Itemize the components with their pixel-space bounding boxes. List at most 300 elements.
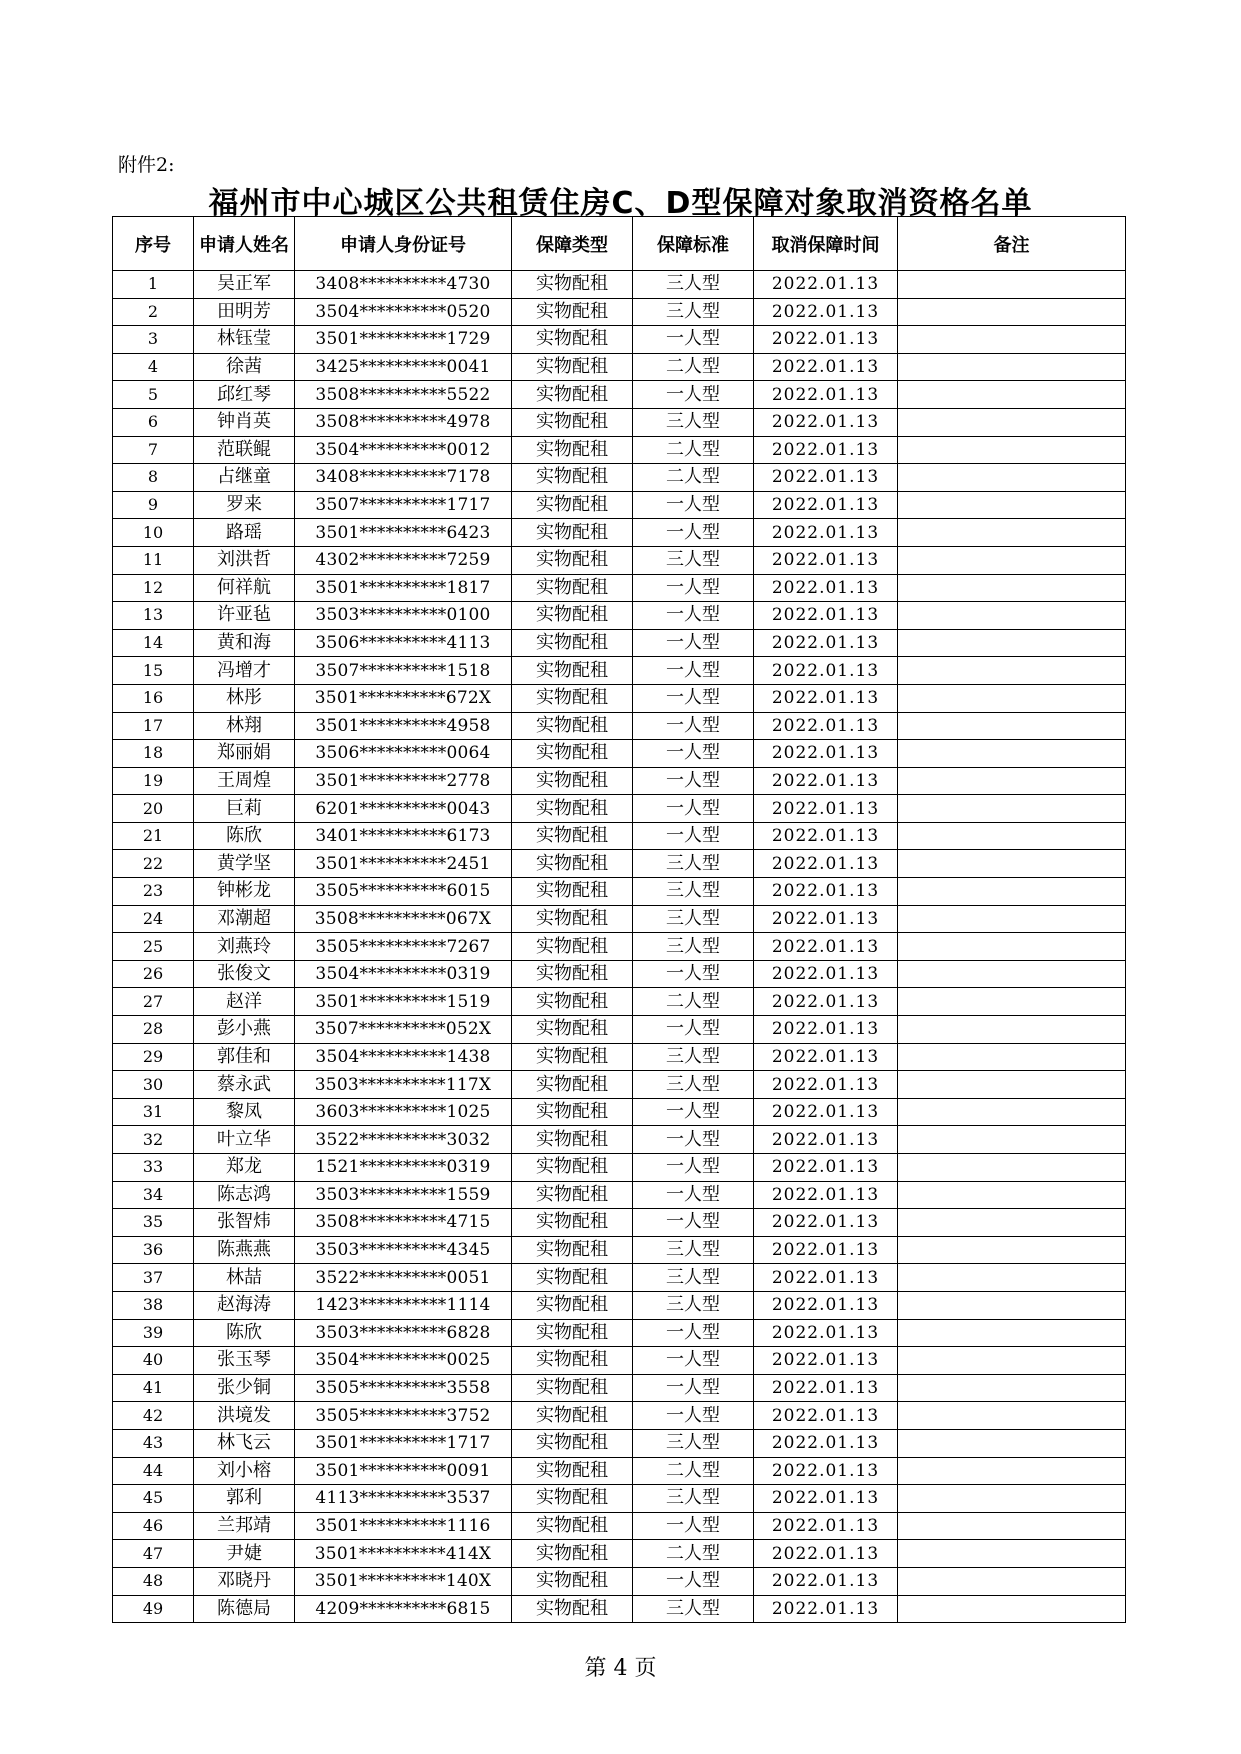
guarantee-type-cell: 实物配租 (512, 436, 633, 464)
remarks-cell (898, 712, 1126, 740)
guarantee-type-cell: 实物配租 (512, 822, 633, 850)
table-row (113, 1291, 1126, 1319)
header-guarantee-standard: 保障标准 (633, 217, 754, 271)
applicant-name-cell: 黄学坚 (194, 850, 295, 878)
guarantee-standard-cell: 一人型 (633, 1402, 754, 1430)
id-number-cell: 6201**********0043 (295, 795, 512, 823)
applicant-name-cell: 赵海涛 (194, 1291, 295, 1319)
cancel-date-cell: 2022.01.13 (754, 1043, 898, 1071)
guarantee-standard-cell: 二人型 (633, 1540, 754, 1568)
row-index-cell: 18 (113, 740, 194, 768)
remarks-cell (898, 1236, 1126, 1264)
applicant-name-cell: 林钰莹 (194, 326, 295, 354)
remarks-cell (898, 1402, 1126, 1430)
table-row (113, 960, 1126, 988)
guarantee-type-cell: 实物配租 (512, 933, 633, 961)
id-number-cell: 3501**********140X (295, 1567, 512, 1595)
applicant-name-cell: 林喆 (194, 1264, 295, 1292)
cancel-date-cell: 2022.01.13 (754, 1485, 898, 1513)
table-row (113, 574, 1126, 602)
row-index-cell: 43 (113, 1429, 194, 1457)
applicant-name-cell: 林彤 (194, 684, 295, 712)
id-number-cell: 3507**********1518 (295, 657, 512, 685)
guarantee-standard-cell: 一人型 (633, 1319, 754, 1347)
row-index-cell: 5 (113, 381, 194, 409)
table-row (113, 1457, 1126, 1485)
table-row (113, 1540, 1126, 1568)
cancel-date-cell: 2022.01.13 (754, 326, 898, 354)
guarantee-standard-cell: 一人型 (633, 1512, 754, 1540)
guarantee-standard-cell: 一人型 (633, 1126, 754, 1154)
remarks-cell (898, 602, 1126, 630)
table-row (113, 1043, 1126, 1071)
table-row (113, 1264, 1126, 1292)
applicant-name-cell: 陈德局 (194, 1595, 295, 1623)
guarantee-standard-cell: 一人型 (633, 1098, 754, 1126)
table-row (113, 1567, 1126, 1595)
applicant-name-cell: 叶立华 (194, 1126, 295, 1154)
cancel-date-cell: 2022.01.13 (754, 436, 898, 464)
cancel-date-cell: 2022.01.13 (754, 464, 898, 492)
row-index-cell: 48 (113, 1567, 194, 1595)
cancel-date-cell: 2022.01.13 (754, 1181, 898, 1209)
guarantee-standard-cell: 三人型 (633, 271, 754, 299)
id-number-cell: 3501**********1519 (295, 988, 512, 1016)
table-row (113, 684, 1126, 712)
remarks-cell (898, 1181, 1126, 1209)
table-row (113, 464, 1126, 492)
table-row (113, 1402, 1126, 1430)
applicant-name-cell: 黄和海 (194, 629, 295, 657)
guarantee-type-cell: 实物配租 (512, 602, 633, 630)
guarantee-type-cell: 实物配租 (512, 988, 633, 1016)
row-index-cell: 28 (113, 1016, 194, 1044)
applicant-name-cell: 郭佳和 (194, 1043, 295, 1071)
row-index-cell: 35 (113, 1209, 194, 1237)
row-index-cell: 21 (113, 822, 194, 850)
applicant-name-cell: 林翔 (194, 712, 295, 740)
guarantee-type-cell: 实物配租 (512, 657, 633, 685)
disqualification-table (112, 216, 1126, 1623)
guarantee-standard-cell: 三人型 (633, 546, 754, 574)
row-index-cell: 16 (113, 684, 194, 712)
remarks-cell (898, 271, 1126, 299)
table-row (113, 602, 1126, 630)
guarantee-type-cell: 实物配租 (512, 381, 633, 409)
guarantee-type-cell: 实物配租 (512, 795, 633, 823)
guarantee-type-cell: 实物配租 (512, 546, 633, 574)
table-row (113, 629, 1126, 657)
guarantee-type-cell: 实物配租 (512, 519, 633, 547)
cancel-date-cell: 2022.01.13 (754, 1595, 898, 1623)
id-number-cell: 3501**********672X (295, 684, 512, 712)
guarantee-type-cell: 实物配租 (512, 1043, 633, 1071)
guarantee-type-cell: 实物配租 (512, 1236, 633, 1264)
id-number-cell: 1521**********0319 (295, 1154, 512, 1182)
applicant-name-cell: 陈志鸿 (194, 1181, 295, 1209)
guarantee-type-cell: 实物配租 (512, 491, 633, 519)
table-row (113, 767, 1126, 795)
cancel-date-cell: 2022.01.13 (754, 988, 898, 1016)
id-number-cell: 4209**********6815 (295, 1595, 512, 1623)
cancel-date-cell: 2022.01.13 (754, 878, 898, 906)
row-index-cell: 49 (113, 1595, 194, 1623)
row-index-cell: 36 (113, 1236, 194, 1264)
guarantee-type-cell: 实物配租 (512, 271, 633, 299)
cancel-date-cell: 2022.01.13 (754, 353, 898, 381)
guarantee-type-cell: 实物配租 (512, 1126, 633, 1154)
id-number-cell: 3503**********117X (295, 1071, 512, 1099)
cancel-date-cell: 2022.01.13 (754, 1457, 898, 1485)
guarantee-type-cell: 实物配租 (512, 1374, 633, 1402)
header-name: 申请人姓名 (194, 217, 295, 271)
guarantee-type-cell: 实物配租 (512, 1595, 633, 1623)
cancel-date-cell: 2022.01.13 (754, 1402, 898, 1430)
remarks-cell (898, 1595, 1126, 1623)
row-index-cell: 9 (113, 491, 194, 519)
table-row (113, 1071, 1126, 1099)
id-number-cell: 3504**********0012 (295, 436, 512, 464)
id-number-cell: 3503**********4345 (295, 1236, 512, 1264)
id-number-cell: 3505**********7267 (295, 933, 512, 961)
guarantee-standard-cell: 一人型 (633, 602, 754, 630)
table-row (113, 1181, 1126, 1209)
cancel-date-cell: 2022.01.13 (754, 381, 898, 409)
table-row (113, 657, 1126, 685)
row-index-cell: 25 (113, 933, 194, 961)
cancel-date-cell: 2022.01.13 (754, 712, 898, 740)
table-row (113, 795, 1126, 823)
table-row (113, 878, 1126, 906)
applicant-name-cell: 钟彬龙 (194, 878, 295, 906)
applicant-name-cell: 吴正军 (194, 271, 295, 299)
cancel-date-cell: 2022.01.13 (754, 629, 898, 657)
table-row (113, 1512, 1126, 1540)
row-index-cell: 44 (113, 1457, 194, 1485)
guarantee-type-cell: 实物配租 (512, 960, 633, 988)
guarantee-standard-cell: 三人型 (633, 1071, 754, 1099)
table-row (113, 1347, 1126, 1375)
cancel-date-cell: 2022.01.13 (754, 1429, 898, 1457)
row-index-cell: 11 (113, 546, 194, 574)
remarks-cell (898, 1264, 1126, 1292)
guarantee-type-cell: 实物配租 (512, 1512, 633, 1540)
guarantee-type-cell: 实物配租 (512, 1016, 633, 1044)
guarantee-standard-cell: 二人型 (633, 988, 754, 1016)
applicant-name-cell: 徐茜 (194, 353, 295, 381)
guarantee-standard-cell: 一人型 (633, 795, 754, 823)
id-number-cell: 3501**********1717 (295, 1429, 512, 1457)
header-remarks: 备注 (898, 217, 1126, 271)
guarantee-type-cell: 实物配租 (512, 574, 633, 602)
guarantee-type-cell: 实物配租 (512, 1209, 633, 1237)
row-index-cell: 6 (113, 408, 194, 436)
table-row (113, 1374, 1126, 1402)
id-number-cell: 3501**********2778 (295, 767, 512, 795)
row-index-cell: 19 (113, 767, 194, 795)
remarks-cell (898, 546, 1126, 574)
id-number-cell: 3506**********4113 (295, 629, 512, 657)
table-row (113, 1595, 1126, 1623)
remarks-cell (898, 1347, 1126, 1375)
applicant-name-cell: 郑丽娟 (194, 740, 295, 768)
cancel-date-cell: 2022.01.13 (754, 1236, 898, 1264)
remarks-cell (898, 326, 1126, 354)
header-cancel-date: 取消保障时间 (754, 217, 898, 271)
applicant-name-cell: 刘洪哲 (194, 546, 295, 574)
remarks-cell (898, 1291, 1126, 1319)
guarantee-standard-cell: 一人型 (633, 629, 754, 657)
table-body (113, 271, 1126, 1623)
guarantee-type-cell: 实物配租 (512, 1181, 633, 1209)
remarks-cell (898, 408, 1126, 436)
guarantee-standard-cell: 三人型 (633, 878, 754, 906)
row-index-cell: 15 (113, 657, 194, 685)
cancel-date-cell: 2022.01.13 (754, 602, 898, 630)
cancel-date-cell: 2022.01.13 (754, 1264, 898, 1292)
row-index-cell: 22 (113, 850, 194, 878)
guarantee-type-cell: 实物配租 (512, 878, 633, 906)
applicant-name-cell: 邓晓丹 (194, 1567, 295, 1595)
guarantee-standard-cell: 三人型 (633, 1264, 754, 1292)
cancel-date-cell: 2022.01.13 (754, 1540, 898, 1568)
row-index-cell: 42 (113, 1402, 194, 1430)
id-number-cell: 3508**********5522 (295, 381, 512, 409)
cancel-date-cell: 2022.01.13 (754, 933, 898, 961)
cancel-date-cell: 2022.01.13 (754, 1567, 898, 1595)
applicant-name-cell: 冯增才 (194, 657, 295, 685)
applicant-name-cell: 罗来 (194, 491, 295, 519)
table-row (113, 933, 1126, 961)
header-id-number: 申请人身份证号 (295, 217, 512, 271)
row-index-cell: 24 (113, 905, 194, 933)
guarantee-type-cell: 实物配租 (512, 905, 633, 933)
cancel-date-cell: 2022.01.13 (754, 684, 898, 712)
id-number-cell: 3603**********1025 (295, 1098, 512, 1126)
id-number-cell: 3504**********0520 (295, 298, 512, 326)
remarks-cell (898, 1374, 1126, 1402)
applicant-name-cell: 邱红琴 (194, 381, 295, 409)
table-row (113, 1429, 1126, 1457)
row-index-cell: 32 (113, 1126, 194, 1154)
table-row (113, 353, 1126, 381)
page-number: 第 4 页 (584, 1656, 657, 1681)
id-number-cell: 3425**********0041 (295, 353, 512, 381)
id-number-cell: 3501**********414X (295, 1540, 512, 1568)
remarks-cell (898, 1319, 1126, 1347)
id-number-cell: 3501**********1116 (295, 1512, 512, 1540)
id-number-cell: 3501**********0091 (295, 1457, 512, 1485)
guarantee-type-cell: 实物配租 (512, 767, 633, 795)
row-index-cell: 12 (113, 574, 194, 602)
guarantee-standard-cell: 三人型 (633, 905, 754, 933)
row-index-cell: 41 (113, 1374, 194, 1402)
cancel-date-cell: 2022.01.13 (754, 408, 898, 436)
applicant-name-cell: 洪境发 (194, 1402, 295, 1430)
cancel-date-cell: 2022.01.13 (754, 767, 898, 795)
row-index-cell: 26 (113, 960, 194, 988)
guarantee-type-cell: 实物配租 (512, 740, 633, 768)
cancel-date-cell: 2022.01.13 (754, 1209, 898, 1237)
id-number-cell: 3504**********0319 (295, 960, 512, 988)
guarantee-standard-cell: 三人型 (633, 1236, 754, 1264)
id-number-cell: 3408**********4730 (295, 271, 512, 299)
cancel-date-cell: 2022.01.13 (754, 822, 898, 850)
remarks-cell (898, 1512, 1126, 1540)
table-row (113, 822, 1126, 850)
row-index-cell: 38 (113, 1291, 194, 1319)
row-index-cell: 13 (113, 602, 194, 630)
table-row (113, 1236, 1126, 1264)
table-row (113, 740, 1126, 768)
remarks-cell (898, 298, 1126, 326)
id-number-cell: 4302**********7259 (295, 546, 512, 574)
guarantee-standard-cell: 一人型 (633, 1374, 754, 1402)
applicant-name-cell: 路瑶 (194, 519, 295, 547)
remarks-cell (898, 491, 1126, 519)
remarks-cell (898, 519, 1126, 547)
header-guarantee-type: 保障类型 (512, 217, 633, 271)
table-row (113, 1319, 1126, 1347)
guarantee-standard-cell: 三人型 (633, 1485, 754, 1513)
cancel-date-cell: 2022.01.13 (754, 298, 898, 326)
cancel-date-cell: 2022.01.13 (754, 960, 898, 988)
row-index-cell: 37 (113, 1264, 194, 1292)
cancel-date-cell: 2022.01.13 (754, 546, 898, 574)
applicant-name-cell: 田明芳 (194, 298, 295, 326)
row-index-cell: 20 (113, 795, 194, 823)
guarantee-type-cell: 实物配租 (512, 1429, 633, 1457)
row-index-cell: 14 (113, 629, 194, 657)
guarantee-type-cell: 实物配租 (512, 464, 633, 492)
cancel-date-cell: 2022.01.13 (754, 1071, 898, 1099)
row-index-cell: 30 (113, 1071, 194, 1099)
guarantee-standard-cell: 一人型 (633, 822, 754, 850)
guarantee-standard-cell: 一人型 (633, 1567, 754, 1595)
row-index-cell: 40 (113, 1347, 194, 1375)
remarks-cell (898, 1457, 1126, 1485)
row-index-cell: 3 (113, 326, 194, 354)
cancel-date-cell: 2022.01.13 (754, 1374, 898, 1402)
guarantee-type-cell: 实物配租 (512, 1154, 633, 1182)
guarantee-standard-cell: 二人型 (633, 436, 754, 464)
document-title: 福州市中心城区公共租赁住房C、D型保障对象取消资格名单 (208, 186, 1033, 221)
cancel-date-cell: 2022.01.13 (754, 740, 898, 768)
id-number-cell: 3501**********1729 (295, 326, 512, 354)
row-index-cell: 29 (113, 1043, 194, 1071)
applicant-name-cell: 张少铜 (194, 1374, 295, 1402)
applicant-name-cell: 陈燕燕 (194, 1236, 295, 1264)
attachment-label: 附件2: (118, 154, 175, 176)
id-number-cell: 3501**********2451 (295, 850, 512, 878)
remarks-cell (898, 905, 1126, 933)
id-number-cell: 3504**********0025 (295, 1347, 512, 1375)
table-row (113, 491, 1126, 519)
cancel-date-cell: 2022.01.13 (754, 1291, 898, 1319)
remarks-cell (898, 933, 1126, 961)
remarks-cell (898, 629, 1126, 657)
table-row (113, 298, 1126, 326)
guarantee-standard-cell: 一人型 (633, 1016, 754, 1044)
remarks-cell (898, 1043, 1126, 1071)
applicant-name-cell: 林飞云 (194, 1429, 295, 1457)
guarantee-type-cell: 实物配租 (512, 298, 633, 326)
cancel-date-cell: 2022.01.13 (754, 795, 898, 823)
remarks-cell (898, 822, 1126, 850)
table-row (113, 1098, 1126, 1126)
table-row (113, 519, 1126, 547)
guarantee-type-cell: 实物配租 (512, 1457, 633, 1485)
id-number-cell: 3506**********0064 (295, 740, 512, 768)
row-index-cell: 10 (113, 519, 194, 547)
remarks-cell (898, 1098, 1126, 1126)
applicant-name-cell: 张智炜 (194, 1209, 295, 1237)
cancel-date-cell: 2022.01.13 (754, 905, 898, 933)
guarantee-standard-cell: 二人型 (633, 353, 754, 381)
row-index-cell: 33 (113, 1154, 194, 1182)
guarantee-standard-cell: 一人型 (633, 381, 754, 409)
applicant-name-cell: 刘燕玲 (194, 933, 295, 961)
cancel-date-cell: 2022.01.13 (754, 1512, 898, 1540)
guarantee-type-cell: 实物配租 (512, 712, 633, 740)
applicant-name-cell: 张俊文 (194, 960, 295, 988)
applicant-name-cell: 蔡永武 (194, 1071, 295, 1099)
remarks-cell (898, 464, 1126, 492)
guarantee-type-cell: 实物配租 (512, 1567, 633, 1595)
cancel-date-cell: 2022.01.13 (754, 271, 898, 299)
guarantee-standard-cell: 三人型 (633, 933, 754, 961)
guarantee-type-cell: 实物配租 (512, 353, 633, 381)
table-row (113, 1154, 1126, 1182)
row-index-cell: 4 (113, 353, 194, 381)
applicant-name-cell: 张玉琴 (194, 1347, 295, 1375)
row-index-cell: 31 (113, 1098, 194, 1126)
table-row (113, 436, 1126, 464)
id-number-cell: 4113**********3537 (295, 1485, 512, 1513)
applicant-name-cell: 刘小榕 (194, 1457, 295, 1485)
applicant-name-cell: 尹婕 (194, 1540, 295, 1568)
applicant-name-cell: 赵洋 (194, 988, 295, 1016)
table-row (113, 408, 1126, 436)
guarantee-standard-cell: 三人型 (633, 1043, 754, 1071)
remarks-cell (898, 850, 1126, 878)
header-index: 序号 (113, 217, 194, 271)
id-number-cell: 3503**********0100 (295, 602, 512, 630)
table-row (113, 271, 1126, 299)
guarantee-standard-cell: 一人型 (633, 740, 754, 768)
applicant-name-cell: 巨莉 (194, 795, 295, 823)
guarantee-standard-cell: 一人型 (633, 712, 754, 740)
id-number-cell: 3505**********3558 (295, 1374, 512, 1402)
cancel-date-cell: 2022.01.13 (754, 1154, 898, 1182)
row-index-cell: 1 (113, 271, 194, 299)
table-row (113, 850, 1126, 878)
remarks-cell (898, 574, 1126, 602)
row-index-cell: 17 (113, 712, 194, 740)
guarantee-type-cell: 实物配租 (512, 1402, 633, 1430)
id-number-cell: 3501**********6423 (295, 519, 512, 547)
remarks-cell (898, 1126, 1126, 1154)
applicant-name-cell: 许亚毡 (194, 602, 295, 630)
remarks-cell (898, 684, 1126, 712)
row-index-cell: 27 (113, 988, 194, 1016)
id-number-cell: 3508**********4715 (295, 1209, 512, 1237)
table-row (113, 326, 1126, 354)
applicant-name-cell: 黎凤 (194, 1098, 295, 1126)
cancel-date-cell: 2022.01.13 (754, 1016, 898, 1044)
row-index-cell: 2 (113, 298, 194, 326)
remarks-cell (898, 795, 1126, 823)
